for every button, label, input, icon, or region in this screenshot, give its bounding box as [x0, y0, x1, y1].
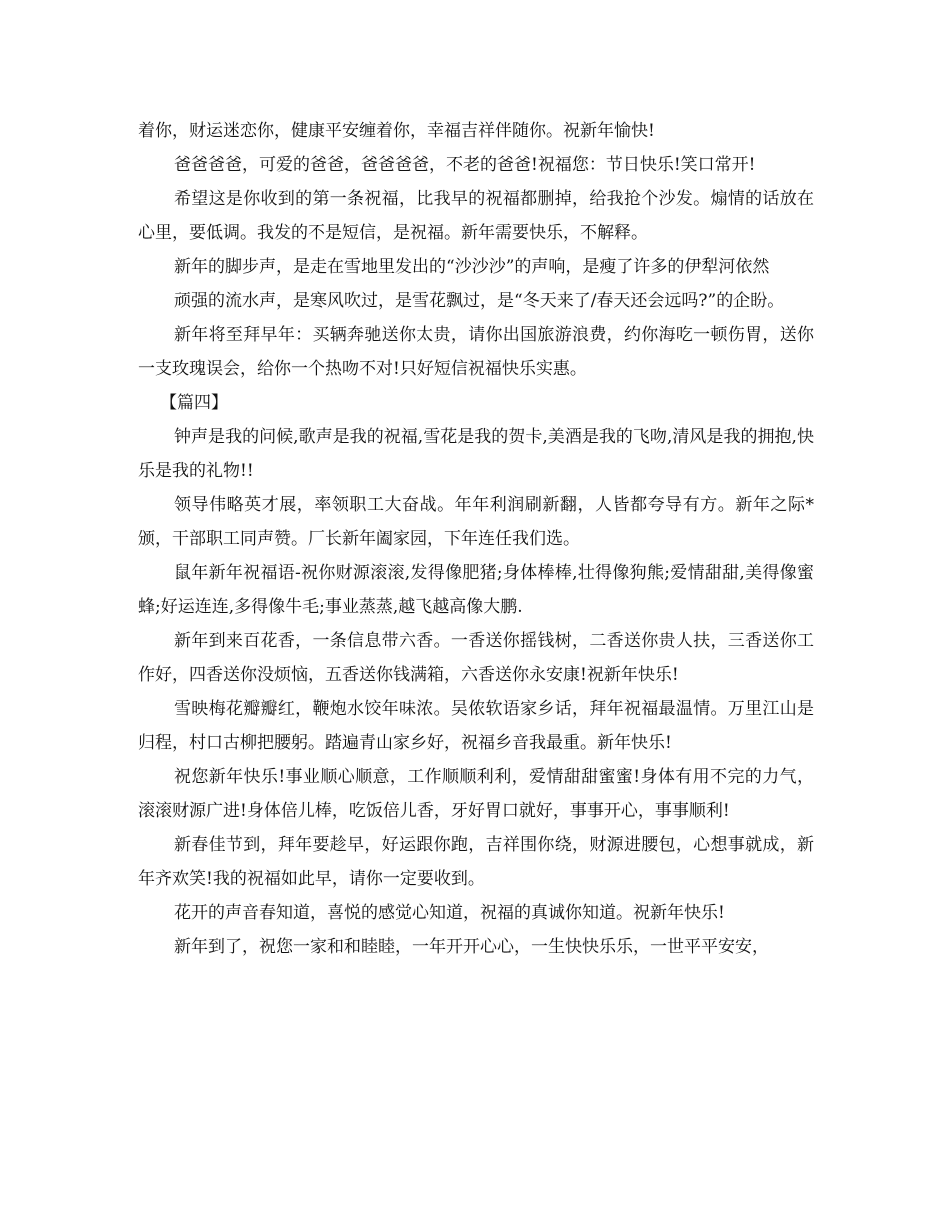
document-page: [138, 114, 814, 964]
paragraph: 鼠年新年祝福语-祝你财源滚滚,发得像肥猪;身体棒棒,壮得像狗熊;爱情甜甜,美得像蜜蜂;好运连连,多得像牛毛;事业蒸蒸,越飞越高像大鹏.: [138, 563, 814, 617]
paragraph: 祝您新年快乐!事业顺心顺意，工作顺顺利利，爱情甜甜蜜蜜!身体有用不完的力气，滚滚财源广进!身体倍儿棒，吃饭倍儿香，牙好胃口就好，事事开心，事事顺利!: [138, 767, 814, 821]
paragraph: 雪映梅花瓣瓣红，鞭炮水饺年味浓。吴侬软语家乡话，拜年祝福最温情。万里江山是归程，村口古柳把腰躬。踏遍青山家乡好，祝福乡音我最重。新年快乐!: [138, 699, 814, 753]
paragraph: 着你，财运迷恋你，健康平安缠着你，幸福吉祥伴随你。祝新年愉快!: [138, 121, 655, 141]
paragraph: 新年将至拜早年：买辆奔驰送你太贵，请你出国旅游浪费，约你海吃一顿伤胃，送你一支玫瑰误会，给你一个热吻不对!只好短信祝福快乐实惠。: [138, 325, 814, 379]
paragraph: 新年的脚步声，是走在雪地里发出的“沙沙沙”的声响，是瘦了许多的伊犁河依然: [174, 257, 770, 277]
paragraph: 新春佳节到，拜年要趁早，好运跟你跑，吉祥围你绕，财源进腰包，心想事就成，新年齐欢笑!我的祝福如此早，请你一定要收到。: [138, 835, 814, 889]
paragraph: 顽强的流水声，是寒风吹过，是雪花飘过，是“冬天来了/春天还会远吗?”的企盼。: [174, 291, 785, 311]
paragraph: 希望这是你收到的第一条祝福，比我早的祝福都删掉，给我抢个沙发。煽情的话放在心里，要低调。我发的不是短信，是祝福。新年需要快乐，不解释。: [138, 189, 814, 243]
paragraph: 爸爸爸爸，可爱的爸爸，爸爸爸爸，不老的爸爸!祝福您：节日快乐!笑口常开!: [174, 155, 756, 175]
paragraph: 新年到来百花香，一条信息带六香。一香送你摇钱树，二香送你贵人扶，三香送你工作好，四香送你没烦恼，五香送你钱满箱，六香送你永安康!祝新年快乐!: [138, 631, 814, 685]
section-heading: 【篇四】: [160, 393, 228, 413]
paragraph: 领导伟略英才展，率领职工大奋战。年年利润刷新翻，人皆都夸导有方。新年之际*颁，干部职工同声赞。厂长新年阖家园，下年连任我们选。: [138, 495, 814, 549]
paragraph: 钟声是我的问候,歌声是我的祝福,雪花是我的贺卡,美酒是我的飞吻,清风是我的拥抱,快乐是我的礼物!!: [138, 427, 814, 481]
paragraph: 花开的声音春知道，喜悦的感觉心知道，祝福的真诚你知道。祝新年快乐!: [174, 903, 725, 923]
paragraph: 新年到了，祝您一家和和睦睦，一年开开心心，一生快快乐乐，一世平平安安，: [174, 937, 769, 957]
